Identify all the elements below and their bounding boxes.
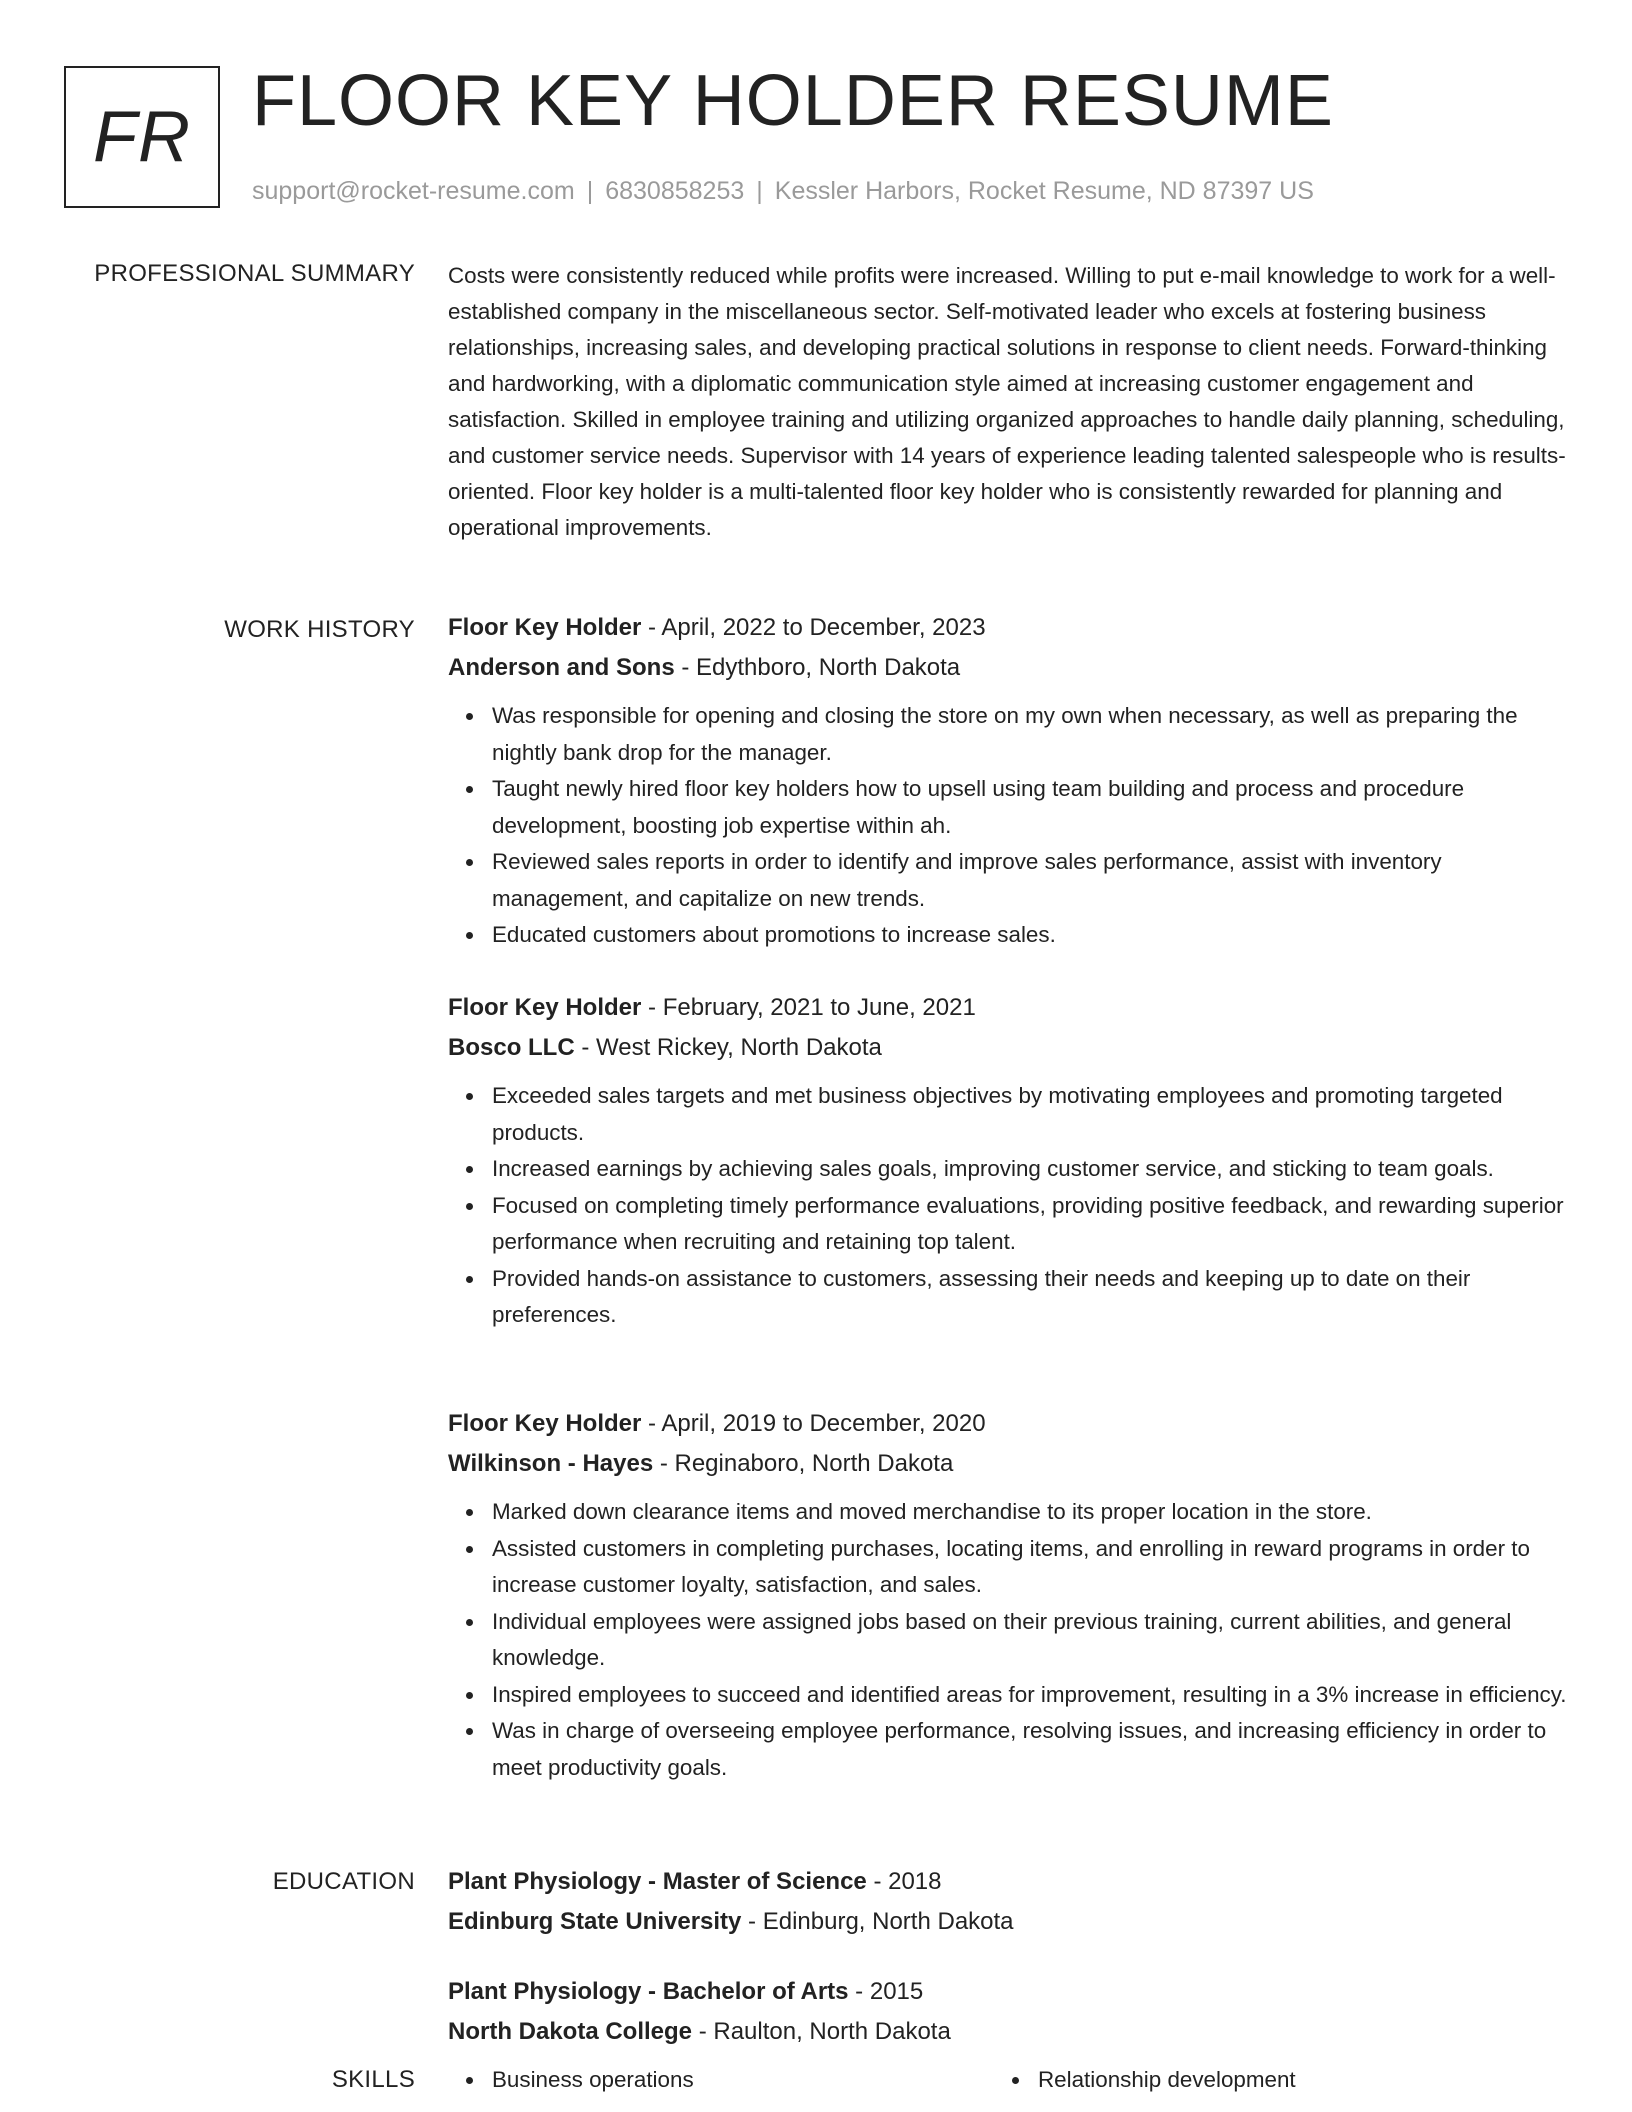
skill-item: Relationship development bbox=[1038, 2062, 1296, 2098]
contact-address: Kessler Harbors, Rocket Resume, ND 87397 US bbox=[774, 177, 1314, 205]
job-title: Floor Key Holder bbox=[448, 994, 642, 1021]
job-entry bbox=[448, 608, 1568, 954]
skills-list-left bbox=[448, 2062, 694, 2098]
job-entry bbox=[448, 988, 1568, 1334]
monogram-initials: FR bbox=[93, 97, 191, 177]
job-bullet: Was responsible for opening and closing the store on my own when necessary, as well as preparing the nightly bank drop for the manager. bbox=[492, 698, 1568, 771]
education-school-line bbox=[448, 2012, 1568, 2052]
education-entry bbox=[448, 1862, 1568, 1942]
job-bullet-list bbox=[448, 1494, 1568, 1786]
education-degree-line bbox=[448, 1862, 1568, 1902]
resume-title: FLOOR KEY HOLDER RESUME bbox=[252, 61, 1334, 141]
summary-paragraph: Costs were consistently reduced while profits were increased. Willing to put e-mail knowledge to work for a well-established company in the miscellaneous sector. Self-motivated leader who excels at fostering business relationships, increasing sales, and developing practical solutions in response to client needs. Forward-thinking and hardworking, with a diplomatic communication style aimed at increasing customer engagement and satisfaction. Skilled in employee training and utilizing organized approaches to handle daily planning, scheduling, and customer service needs. Supervisor with 14 years of experience leading talented salespeople who is results-oriented. Floor key holder is a multi-talented floor key holder who is consistently rewarded for planning and operational improvements. bbox=[448, 263, 1566, 540]
job-bullet: Provided hands-on assistance to customers, assessing their needs and keeping up to date on their preferences. bbox=[492, 1261, 1568, 1334]
job-bullet: Individual employees were assigned jobs based on their previous training, current abilities, and general knowledge. bbox=[492, 1604, 1568, 1677]
job-bullet: Exceeded sales targets and met business objectives by motivating employees and promoting targeted products. bbox=[492, 1078, 1568, 1151]
skill-item: Business operations bbox=[492, 2062, 694, 2098]
education-school: North Dakota College bbox=[448, 2018, 693, 2045]
contact-separator: | bbox=[756, 177, 763, 205]
job-bullet-list bbox=[448, 698, 1568, 954]
job-bullet-list bbox=[448, 1078, 1568, 1334]
job-location: - West Rickey, North Dakota bbox=[574, 1034, 882, 1061]
job-title-line bbox=[448, 988, 1568, 1028]
job-title-line bbox=[448, 1404, 1568, 1444]
job-dates: - February, 2021 to June, 2021 bbox=[641, 994, 976, 1021]
section-heading-education: EDUCATION bbox=[272, 1868, 415, 1895]
job-company-line bbox=[448, 1028, 1568, 1068]
job-company: Bosco LLC bbox=[448, 1034, 575, 1061]
education-location: - Raulton, North Dakota bbox=[692, 2018, 951, 2045]
job-title: Floor Key Holder bbox=[448, 1410, 642, 1437]
job-company: Wilkinson - Hayes bbox=[448, 1450, 654, 1477]
job-title-line bbox=[448, 608, 1568, 648]
job-company-line bbox=[448, 648, 1568, 688]
job-location: - Edythboro, North Dakota bbox=[674, 654, 961, 681]
job-title: Floor Key Holder bbox=[448, 614, 642, 641]
education-school: Edinburg State University bbox=[448, 1908, 742, 1935]
job-company-line bbox=[448, 1444, 1568, 1484]
job-bullet: Reviewed sales reports in order to identify and improve sales performance, assist with inventory management, and capitalize on new trends. bbox=[492, 844, 1568, 917]
education-location: - Edinburg, North Dakota bbox=[741, 1908, 1014, 1935]
contact-separator: | bbox=[586, 177, 594, 205]
education-entry bbox=[448, 1972, 1568, 2052]
education-year: - 2018 bbox=[866, 1868, 942, 1895]
job-dates: - April, 2022 to December, 2023 bbox=[641, 614, 986, 641]
job-bullet: Assisted customers in completing purchases, locating items, and enrolling in reward programs in order to increase customer loyalty, satisfaction, and sales. bbox=[492, 1531, 1568, 1604]
job-location: - Reginaboro, North Dakota bbox=[653, 1450, 954, 1477]
contact-phone[interactable]: 6830858253 bbox=[605, 177, 745, 205]
education-school-line bbox=[448, 1902, 1568, 1942]
job-bullet: Inspired employees to succeed and identified areas for improvement, resulting in a 3% increase in efficiency. bbox=[492, 1677, 1568, 1714]
job-company: Anderson and Sons bbox=[448, 654, 675, 681]
job-bullet: Was in charge of overseeing employee performance, resolving issues, and increasing efficiency in order to meet productivity goals. bbox=[492, 1713, 1568, 1786]
job-entry bbox=[448, 1404, 1568, 1786]
education-year: - 2015 bbox=[848, 1978, 924, 2005]
education-degree: Plant Physiology - Bachelor of Arts bbox=[448, 1978, 849, 2005]
education-degree: Plant Physiology - Master of Science bbox=[448, 1868, 867, 1895]
section-heading-skills: SKILLS bbox=[331, 2066, 415, 2093]
contact-line bbox=[252, 176, 1314, 206]
job-bullet: Increased earnings by achieving sales goals, improving customer service, and sticking to team goals. bbox=[492, 1151, 1568, 1188]
job-bullet: Marked down clearance items and moved merchandise to its proper location in the store. bbox=[492, 1494, 1568, 1531]
job-bullet: Taught newly hired floor key holders how to upsell using team building and process and procedure development, boosting job expertise within ah. bbox=[492, 771, 1568, 844]
skills-list-right bbox=[994, 2062, 1296, 2098]
education-degree-line bbox=[448, 1972, 1568, 2012]
job-dates: - April, 2019 to December, 2020 bbox=[641, 1410, 986, 1437]
job-bullet: Educated customers about promotions to increase sales. bbox=[492, 917, 1568, 954]
monogram-box bbox=[64, 66, 220, 208]
section-heading-summary: PROFESSIONAL SUMMARY bbox=[94, 260, 415, 287]
job-bullet: Focused on completing timely performance evaluations, providing positive feedback, and rewarding superior performance when recruiting and retaining top talent. bbox=[492, 1188, 1568, 1261]
section-heading-work-history: WORK HISTORY bbox=[224, 616, 415, 643]
contact-email[interactable]: support@rocket-resume.com bbox=[252, 177, 575, 205]
